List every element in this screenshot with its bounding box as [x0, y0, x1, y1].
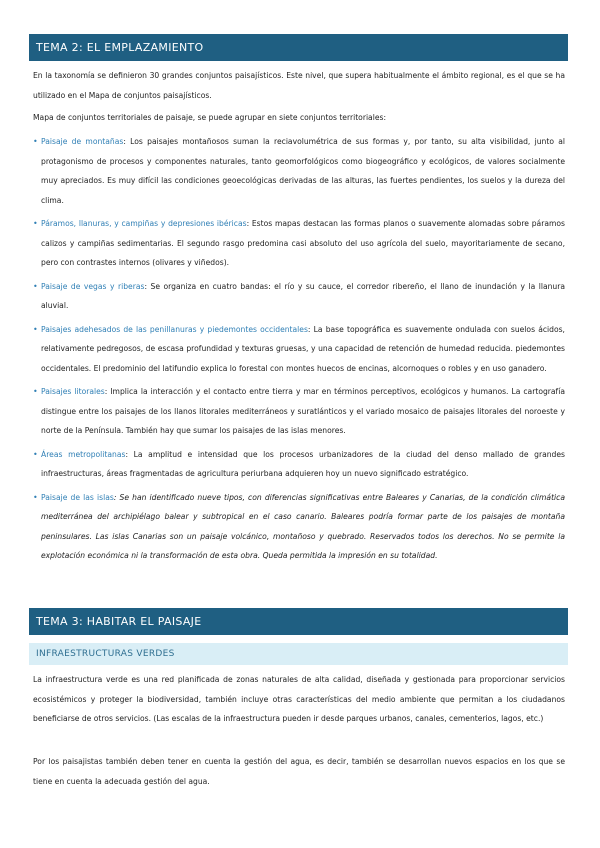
bullet-icon: • [33, 281, 38, 291]
list-item [33, 132, 565, 210]
list-item-text: : Implica la interacción y el contacto entre tierra y mar en términos perceptivos, ecológicos y humanos. La cartografía distingue entre los paisajes de los llanos litorales mediterráneos y suratlánticos y el variado mosaico de paisajes litorales del noroeste y norte de la Península. También hay que sumar los paisajes de las islas menores. [41, 387, 565, 435]
list-item-text: : Se han identificado nueve tipos, con diferencias significativas entre Baleares y Canarias, de la condición climática mediterránea del archipiélago balear y subtropical en el caso canario. Baleares podría formar parte de los paisajes de montaña peninsulares. Las islas Canarias son un paisaje volcánico, montañoso y quebrado. Reservados todos los derechos. No se permite la explotación económica ni la transformación de esta obra. Queda permitida la impresión en su totalidad. [41, 492, 565, 560]
subsection-title [29, 643, 568, 665]
list-item [33, 382, 565, 441]
list-item-term: Paisaje de las islas [41, 492, 114, 502]
intro-paragraph: En la taxonomía se definieron 30 grandes conjuntos paisajísticos. Este nivel, que supera habitualmente el ámbito regional, es el que se ha utilizado en el Mapa de conjuntos paisajísticos. [33, 71, 565, 100]
list-item [33, 277, 565, 316]
section-title-tema-3 [29, 608, 568, 635]
landscape-sets-list [33, 132, 565, 570]
bullet-icon: • [33, 492, 38, 502]
list-item-text: : La amplitud e intensidad que los procesos urbanizadores de la ciudad del denso mallado de grandes infraestructuras, áreas fragmentadas de agricultura periurbana adquieren hoy un nuevo significado estratégico. [41, 449, 565, 478]
list-item [33, 320, 565, 379]
lead-paragraph: Mapa de conjuntos territoriales de paisaje, se puede agrupar en siete conjuntos territoriales: [33, 113, 387, 122]
list-item-term: Paisaje de montañas [41, 137, 124, 146]
green-infrastructure-paragraph: La infraestructura verde es una red planificada de zonas naturales de alta calidad, diseñada y gestionada para proporcionar servicios ecosistémicos y proteger la biodiversidad, también incluye otras características del medio ambiente que permitan a los ciudadanos beneficiarse de otros servicios. (Las escalas de la infraestructura pueden ir desde parques urbanos, canales, cementerios, lagos, etc.) [33, 675, 565, 723]
list-item-term: Páramos, llanuras, y campiñas y depresiones ibéricas [41, 219, 247, 228]
subsection-title-text: INFRAESTRUCTURAS VERDES [36, 649, 175, 659]
bullet-icon: • [33, 449, 38, 459]
list-item [33, 445, 565, 484]
list-item-text: : Se organiza en cuatro bandas: el río y su cauce, el corredor ribereño, el llano de inundación y la llanura aluvial. [41, 281, 565, 310]
section-title-text: TEMA 3: HABITAR EL PAISAJE [36, 615, 202, 628]
list-item-text: : Estos mapas destacan las formas planos o suavemente alomadas sobre páramos calizos y campiñas sedimentarias. El segundo rasgo predomina casi absoluto del uso agrícola del suelo, mayoritariamente de secano, pero con contrastes internos (olivares y viñedos). [41, 219, 565, 267]
list-item-term: Paisajes litorales [41, 387, 105, 396]
list-item-text: : La base topográfica es suavemente ondulada con suelos ácidos, relativamente pedregosos, de escasa profundidad y texturas gruesas, y una capacidad de retención de humedad reducida. piedemontes occidentales. El predominio del latifundio explica lo forestal con montes huecos de encinas, alcornoques o robles y en uso ganadero. [41, 324, 565, 373]
list-item-term: Paisaje de vegas y riberas [41, 281, 145, 291]
bullet-icon: • [33, 137, 38, 146]
list-item [33, 488, 565, 566]
water-management-paragraph: Por los paisajistas también deben tener en cuenta la gestión del agua, es decir, también se desarrollan nuevos espacios en los que se tiene en cuenta la adecuada gestión del agua. [33, 757, 565, 786]
bullet-icon: • [33, 219, 38, 228]
list-item-term: Paisajes adehesados de las penillanuras y piedemontes occidentales [41, 324, 308, 334]
section-title-tema-2 [29, 34, 568, 61]
section-title-text: TEMA 2: EL EMPLAZAMIENTO [36, 41, 204, 54]
bullet-icon: • [33, 324, 38, 334]
list-item-term: Áreas metropolitanas [41, 449, 126, 459]
list-item-text: : Los paisajes montañosos suman la reciavolumétrica de sus formas y, por tanto, su alta visibilidad, junto al protagonismo de procesos y componentes naturales, tanto geomorfológicos como biogeográfico y ecológicos, de valores socialmente muy apreciados. Es muy difícil las condiciones geoecológicas derivadas de las alturas, las fuertes pendientes, los suelos y la dureza del clima. [41, 137, 565, 205]
list-item [33, 214, 565, 273]
bullet-icon: • [33, 387, 38, 396]
